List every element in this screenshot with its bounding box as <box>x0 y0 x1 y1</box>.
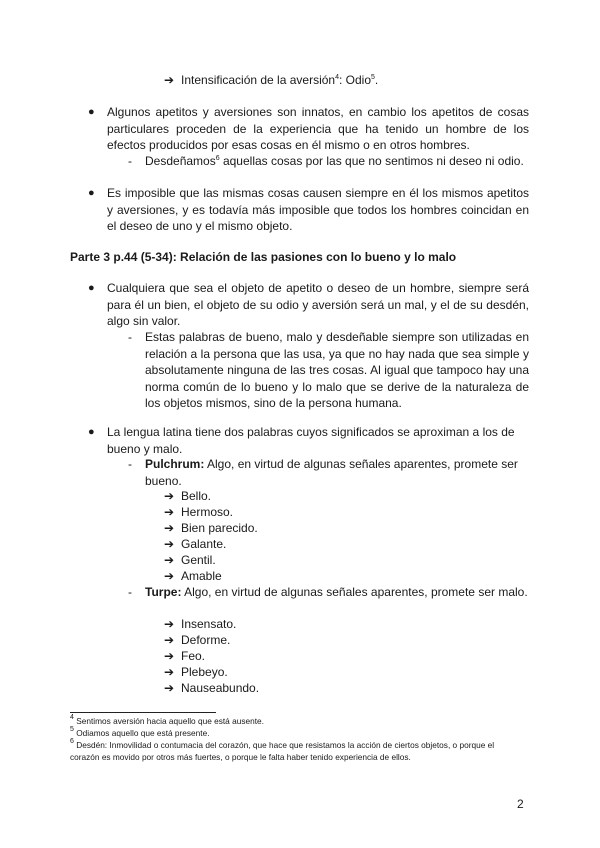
footnote-number: 6 <box>70 738 74 745</box>
footnote-number: 5 <box>70 726 74 733</box>
dash-icon: - <box>128 154 132 168</box>
list-item-text: Deforme. <box>181 633 231 647</box>
arrow-icon: ➔ <box>164 569 175 583</box>
list-item-text: Hermoso. <box>181 505 234 519</box>
subitem-text-b: aquellas cosas por las que no sentimos ni deseo ni odio. <box>219 154 524 168</box>
arrow-icon: ➔ <box>164 617 175 631</box>
arrow-icon: ➔ <box>164 681 175 695</box>
bullet1-subitem <box>145 153 529 170</box>
pulchrum-term: Pulchrum: <box>145 457 205 471</box>
footnote-separator <box>70 712 216 713</box>
bullet3-text: Cualquiera que sea el objeto de apetito o deseo de un hombre, siempre será para él un bien, el objeto de su odio y aversión será un mal, y el de su desdén, algo sin valor. <box>107 281 529 328</box>
list-item <box>164 616 236 632</box>
page-number: 2 <box>517 797 524 811</box>
footnote-text: Sentimos aversión hacia aquello que está ausente. <box>73 716 264 726</box>
list-item <box>164 520 258 536</box>
arrow-icon: ➔ <box>164 553 175 567</box>
list-item-text: Feo. <box>181 649 206 663</box>
bullet3-subitem: Estas palabras de bueno, malo y desdeñable siempre son utilizadas en relación a la persona que las usa, ya que no hay nada que sea simple y absolutamente ninguna de las tres cosas. Al igual que tampoco hay una norma común de lo bueno y lo malo que se derive de la naturaleza de los objetos mismos, sino de la persona humana. <box>145 330 529 410</box>
footnote-text: Desdén: Inmovilidad o contumacia del corazón, que hace que resistamos la acción de ciertos objetos, o porque el corazón es movido por otros más fuertes, o porque le falta haber tenido experiencia de ellos. <box>70 740 495 762</box>
arrow-icon: ➔ <box>164 521 175 535</box>
bullet-icon: ● <box>88 282 95 294</box>
list-item-text: Nauseabundo. <box>181 681 260 695</box>
list-item-text: Amable <box>181 569 222 583</box>
bullet4-text: La lengua latina tiene dos palabras cuyos significados se aproximan a los de bueno y malo. <box>107 425 515 456</box>
list-item-text: Insensato. <box>181 617 237 631</box>
footnote-number: 4 <box>70 714 74 721</box>
bullet-icon: ● <box>88 426 95 438</box>
list-item <box>164 664 228 680</box>
subitem-text-a: Desdeñamos <box>145 154 216 168</box>
list-item-text: Bello. <box>181 489 212 503</box>
footnote-6 <box>70 740 510 763</box>
bullet-icon: ● <box>88 187 95 199</box>
arrow-icon: ➔ <box>164 537 175 551</box>
bullet2-text: Es imposible que las mismas cosas causen siempre en él los mismos apetitos y aversiones, y es todavía más imposible que todos los hombres coincidan en el deseo de uno y el mismo objeto. <box>107 186 529 233</box>
list-item <box>164 648 205 664</box>
list-item <box>164 504 233 520</box>
intro-text-end: . <box>374 73 379 87</box>
list-item <box>164 552 216 568</box>
list-item <box>164 632 230 648</box>
section-heading: Parte 3 p.44 (5-34): Relación de las pasiones con lo bueno y lo malo <box>70 250 457 264</box>
dash-icon: - <box>128 457 132 471</box>
footnote-text: Odiamos aquello que está presente. <box>73 728 210 738</box>
footnote-4 <box>70 716 510 728</box>
list-item-text: Gentil. <box>181 553 216 567</box>
list-item-text: Galante. <box>181 537 227 551</box>
list-item <box>164 568 222 584</box>
footnote-ref-6[interactable]: 6 <box>215 155 220 162</box>
dash-icon: - <box>128 330 132 344</box>
list-item <box>164 488 211 504</box>
intro-text-rest: : Odio <box>339 73 372 87</box>
list-item-text: Bien parecido. <box>181 521 258 535</box>
bullet-icon: ● <box>88 106 95 118</box>
list-item-text: Plebeyo. <box>181 665 228 679</box>
arrow-icon: ➔ <box>164 505 175 519</box>
arrow-icon: ➔ <box>164 489 175 503</box>
turpe-definition <box>145 584 529 601</box>
bullet1-text: Algunos apetitos y aversiones son innatos, en cambio los apetitos de cosas particulares proceden de la experiencia que ha tenido un hombre de los efectos producidos por esas cosas en él mismo o en otros hombres. <box>107 105 529 152</box>
intro-text: Intensificación de la aversión <box>181 73 336 87</box>
turpe-term: Turpe: <box>145 585 182 599</box>
footnote-ref-4[interactable]: 4 <box>335 74 339 81</box>
arrow-icon: ➔ <box>164 73 175 87</box>
turpe-def: Algo, en virtud de algunas señales aparentes, promete ser malo. <box>181 585 528 599</box>
intro-arrow-line <box>164 72 378 88</box>
dash-icon: - <box>128 585 132 599</box>
arrow-icon: ➔ <box>164 633 175 647</box>
footnote-ref-5[interactable]: 5 <box>371 74 375 81</box>
footnote-5 <box>70 728 510 740</box>
arrow-icon: ➔ <box>164 649 175 663</box>
list-item <box>164 536 226 552</box>
pulchrum-definition <box>145 456 529 489</box>
pulchrum-def: Algo, en virtud de algunas señales aparentes, promete ser bueno. <box>145 457 518 488</box>
list-item <box>164 680 259 696</box>
arrow-icon: ➔ <box>164 665 175 679</box>
